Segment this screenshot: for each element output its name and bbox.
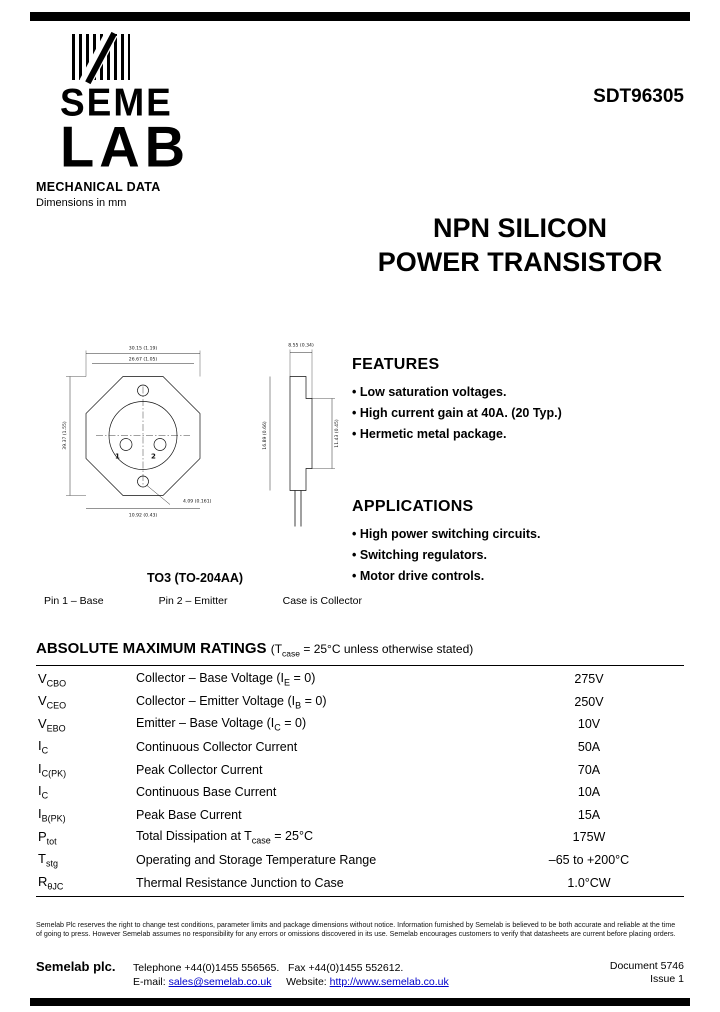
rating-description: Peak Base Current <box>136 807 242 822</box>
dim-label: 8.55 (0.34) <box>288 343 314 349</box>
ratings-heading <box>36 640 473 658</box>
bullet-item: • High power switching circuits. <box>352 524 686 545</box>
website-label: Website: <box>286 976 327 988</box>
bullet-item: • Low saturation voltages. <box>352 382 686 403</box>
dim-label: 16.89 (0.66) <box>263 421 268 450</box>
dim-label: 26.67 (1.05) <box>128 357 158 363</box>
rating-value: –65 to +200°C <box>548 853 630 868</box>
bullet-item: • High current gain at 40A. (20 Typ.) <box>352 403 686 424</box>
table-row <box>36 736 684 759</box>
features-heading: FEATURES <box>352 356 440 373</box>
rating-description: Collector – Base Voltage $(I_E = 0)$ <box>136 671 316 688</box>
dimensions-note: Dimensions in mm <box>36 197 127 209</box>
rating-description: Peak Collector Current <box>136 762 263 777</box>
dim-label: 10.92 (0.43) <box>128 513 158 519</box>
top-rule <box>30 12 690 21</box>
rating-value: 70A <box>577 762 601 777</box>
dim-label: 30.15 (1.19) <box>128 346 158 352</box>
rating-value: 275V <box>574 672 604 687</box>
mechanical-data-heading: MECHANICAL DATA <box>36 180 161 194</box>
pin-1-hole <box>120 439 132 451</box>
rating-symbol: $R_{\theta JC}$ <box>38 873 64 892</box>
dim-label: 11.43 (0.45) <box>335 419 340 448</box>
page-title <box>350 212 690 280</box>
package-caption: TO3 (TO-204AA) <box>146 571 244 585</box>
pin1-function: Pin 1 – Base <box>44 595 104 607</box>
rating-symbol: $T_{stg}$ <box>38 851 58 869</box>
rating-value: 175W <box>572 830 606 845</box>
pin2-function: Pin 2 – Emitter <box>158 595 228 607</box>
applications-heading: APPLICATIONS <box>352 498 474 515</box>
features-list <box>352 382 686 445</box>
ratings-heading-main: ABSOLUTE MAXIMUM RATINGS <box>36 640 267 657</box>
pin-1-label: 1 <box>115 452 120 461</box>
email-website <box>133 976 449 988</box>
document-info <box>610 960 684 986</box>
rating-value: 10V <box>577 717 601 732</box>
pin-2-hole <box>154 439 166 451</box>
part-number: SDT96305 <box>593 86 684 107</box>
side-view-outline <box>290 377 312 491</box>
rating-symbol: $V_{CEO}$ <box>38 693 67 711</box>
rating-value: 15A <box>577 807 601 822</box>
bullet-item: • Motor drive controls. <box>352 566 686 587</box>
rating-value: 1.0°CW <box>567 875 611 890</box>
pinout-legend <box>44 595 362 607</box>
dim-label: 39.37 (1.55) <box>63 421 68 450</box>
rating-description: Thermal Resistance Junction to Case <box>136 875 344 890</box>
table-row <box>36 668 684 691</box>
table-row <box>36 826 684 849</box>
rating-symbol: $P_{tot}$ <box>38 828 57 847</box>
rating-description: Collector – Emitter Voltage $(I_B = 0)$ <box>136 693 327 711</box>
rating-symbol: $I_C$ <box>38 783 49 802</box>
rating-symbol: $I_{B(PK)}$ <box>38 806 66 824</box>
email-label: E-mail: <box>133 976 166 988</box>
rating-description: Operating and Storage Temperature Range <box>136 853 377 868</box>
ratings-table <box>36 665 684 897</box>
legal-disclaimer: Semelab Plc reserves the right to change test conditions, parameter limits and package dimensions without notice. Information furnished by Semelab is believed to be both accurate and reliable at the time of going to press. However Semelab assumes no responsibility for any errors or omissions discovered in its use. Semelab encourages customers to verify that datasheets are current before placing orders. <box>36 921 676 938</box>
table-row <box>36 871 684 894</box>
rating-symbol: $V_{EBO}$ <box>38 715 66 734</box>
email-link[interactable]: sales@semelab.co.uk <box>168 976 272 988</box>
issue-number: Issue 1 <box>650 973 684 985</box>
mechanical-data-block <box>36 180 161 209</box>
rating-description: Continuous Base Current <box>136 785 277 800</box>
title-line-1: NPN SILICON <box>432 213 607 243</box>
rating-symbol: $V_{CBO}$ <box>38 670 67 689</box>
applications-section <box>352 498 686 587</box>
telephone: Telephone +44(0)1455 556565. <box>133 962 280 974</box>
document-number: Document 5746 <box>609 960 684 972</box>
rating-symbol: $I_C$ <box>38 738 49 756</box>
pin-2-label: 2 <box>151 452 156 461</box>
rating-value: 50A <box>577 740 601 755</box>
rating-description: Total Dissipation at $T_{case} = 25^\circ C$ <box>136 829 313 846</box>
logo-text-lab: LAB <box>60 114 191 179</box>
rating-value: 250V <box>574 694 604 709</box>
telephone-fax <box>133 962 403 974</box>
rating-symbol: $I_{C(PK)}$ <box>38 760 67 779</box>
semelab-logo <box>60 34 240 179</box>
dim-label: 4.09 (0.161) <box>183 499 212 505</box>
rating-description: Emitter – Base Voltage $(I_C = 0)$ <box>136 716 307 733</box>
bottom-rule <box>30 998 690 1006</box>
table-row <box>36 758 684 781</box>
applications-list <box>352 524 686 587</box>
case-function: Case is Collector <box>282 595 362 607</box>
company-name: Semelab plc. <box>36 959 116 974</box>
ratings-condition: ($T_{case} = 25^\circ C$ unless otherwise stated) <box>270 642 474 659</box>
rating-description: Continuous Collector Current <box>136 740 298 755</box>
table-row <box>36 804 684 827</box>
semelab-logo-icon <box>72 34 130 80</box>
bullet-item: • Switching regulators. <box>352 545 686 566</box>
website-link[interactable]: http://www.semelab.co.uk <box>329 976 449 988</box>
fax: Fax +44(0)1455 552612. <box>288 962 404 974</box>
logo-text-seme: SEME <box>60 80 173 125</box>
table-row <box>36 849 684 872</box>
table-row <box>36 713 684 736</box>
features-section <box>352 356 686 445</box>
bullet-item: • Hermetic metal package. <box>352 424 686 445</box>
table-row <box>36 781 684 804</box>
table-row <box>36 691 684 714</box>
mechanical-drawing <box>48 336 348 536</box>
title-line-2: POWER TRANSISTOR <box>377 246 663 277</box>
rating-value: 10A <box>577 785 601 800</box>
